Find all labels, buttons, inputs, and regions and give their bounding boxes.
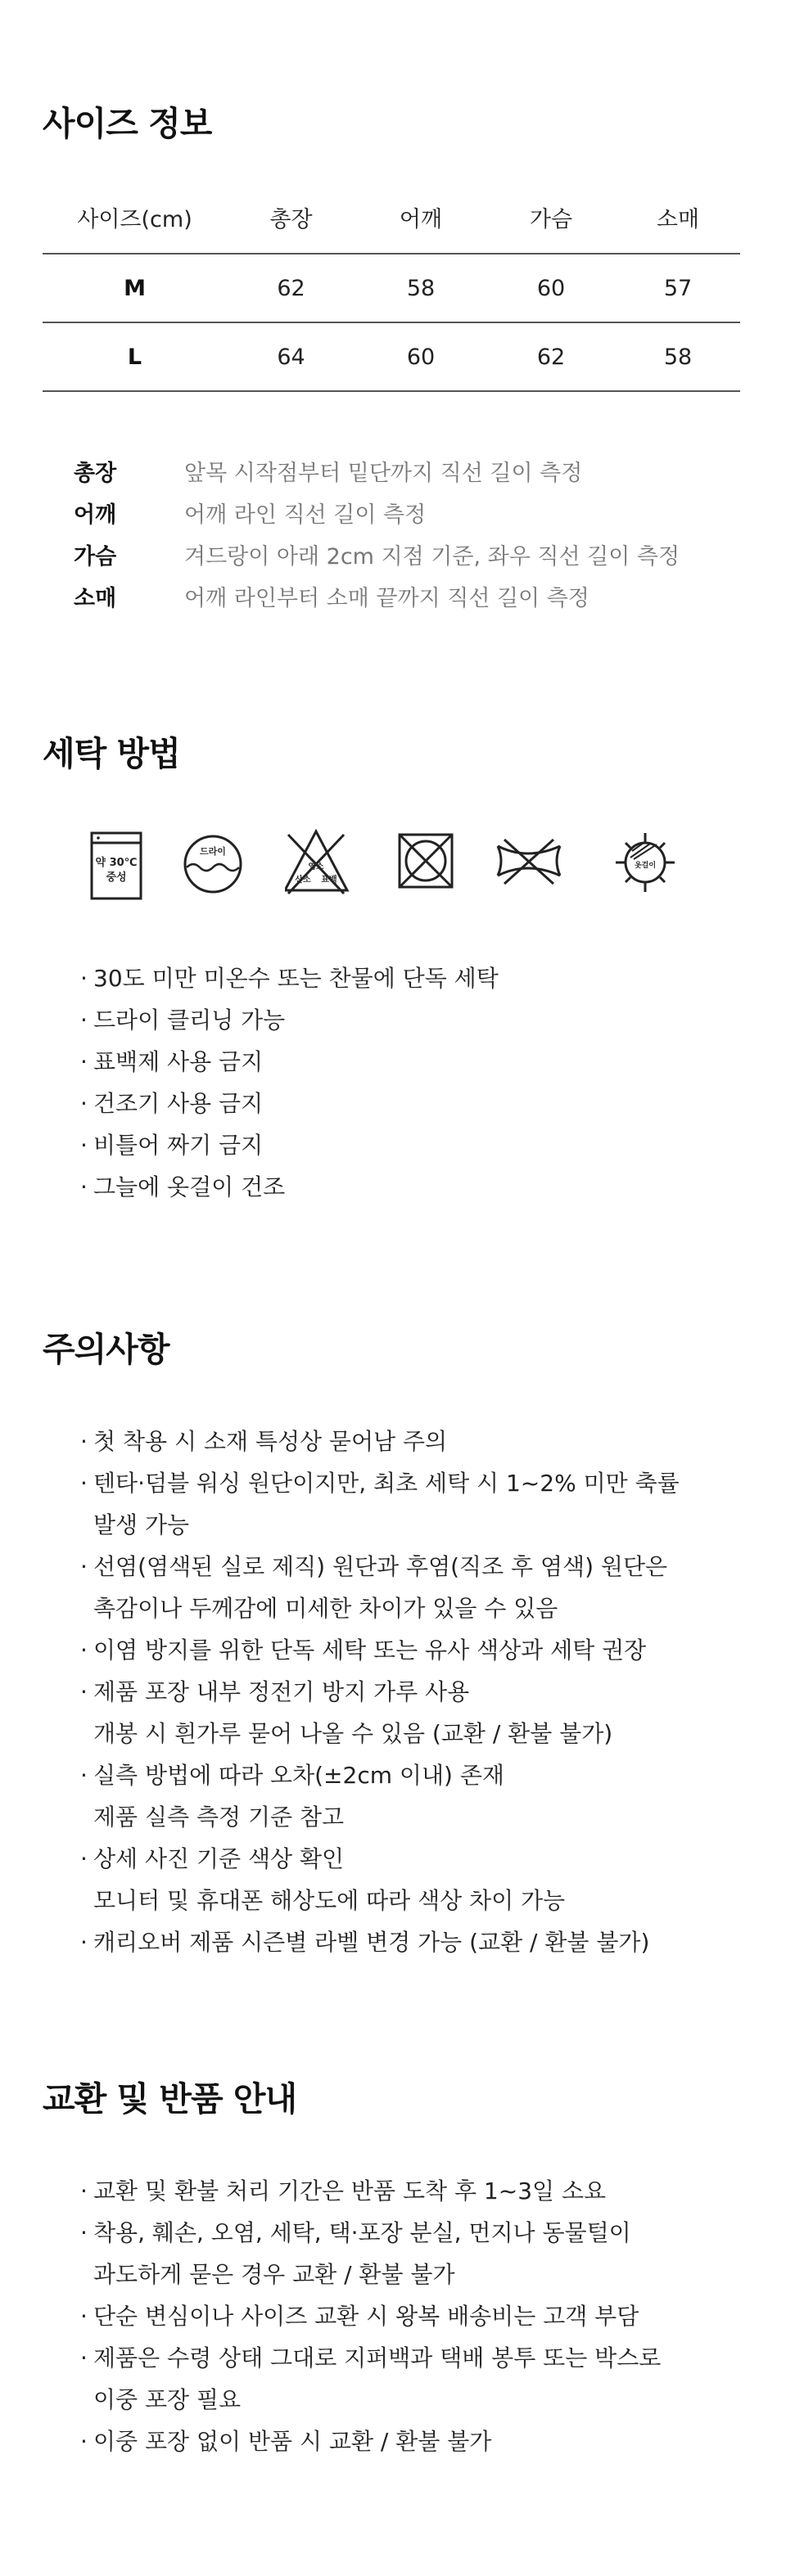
caution-title: 주의사항 [43,1330,169,1369]
list-item-line: 이중 포장 필요 [93,2386,242,2413]
list-item [80,1671,680,1754]
sleeve-cell: 57 [616,254,740,322]
list-item-line: 모니터 및 휴대폰 해상도에 따라 색상 차이 가능 [93,1887,566,1914]
note-row [74,492,680,534]
washing-title: 세탁 방법 [43,734,180,773]
list-item [80,2295,661,2337]
list-item: · 드라이 클리닝 가능 [80,999,499,1041]
list-item-line: 실측 방법에 따라 오차(±2cm 이내) 존재 [93,1762,504,1789]
note-row [74,575,680,617]
size-table [43,182,740,392]
list-item [80,2421,661,2462]
note-term: 총장 [74,461,117,486]
list-item: · 30도 미만 미온수 또는 찬물에 단독 세탁 [80,957,499,999]
hand-wash-label-2: 중성 [106,871,127,884]
bleach-label-1: 염소 [308,862,324,871]
bleach-label-3: 표백 [321,876,337,885]
list-item [80,1462,680,1546]
note-term: 가슴 [74,544,117,570]
note-desc: 어깨 라인 직선 길이 측정 [184,502,427,528]
exchange-list [80,2170,661,2462]
list-item: · 비틀어 짜기 금지 [80,1124,499,1166]
note-desc: 앞목 시작점부터 밑단까지 직선 길이 측정 [184,461,583,486]
header-size: 사이즈(cm) [43,182,227,254]
list-item-line: 텐타·덤블 워싱 원단이지만, 최초 세탁 시 1~2% 미만 축률 [93,1470,680,1497]
size-cell: L [43,322,227,391]
shade-dry-icon [614,828,696,910]
shoulder-cell: 60 [355,322,486,391]
note-term: 어깨 [74,502,117,528]
list-item [80,1754,680,1838]
shade-dry-label: 옷걸이 [634,862,657,870]
list-item-line: 개봉 시 흰가루 묻어 나올 수 있음 (교환 / 환불 불가) [93,1720,613,1747]
chest-cell: 60 [486,254,616,322]
list-item-line: 제품 포장 내부 정전기 방지 가루 사용 [93,1678,470,1705]
list-item-line: 첫 착용 시 소재 특성상 묻어남 주의 [93,1428,448,1455]
exchange-title: 교환 및 반품 안내 [43,2079,297,2119]
note-desc: 겨드랑이 아래 2cm 지점 기준, 좌우 직선 길이 측정 [184,544,680,570]
list-item [80,1921,680,1963]
size-cell: M [43,254,227,322]
list-item-line: 상세 사진 기준 색상 확인 [93,1845,345,1872]
note-row [74,450,680,492]
list-item-line: 캐리오버 제품 시즌별 라벨 변경 가능 (교환 / 환불 불가) [93,1929,650,1956]
dry-clean-icon [182,828,264,910]
chest-cell: 62 [486,322,616,391]
list-item: · 표백제 사용 금지 [80,1041,499,1083]
list-item: · 건조기 사용 금지 [80,1083,499,1124]
list-item [80,2212,661,2295]
list-item-line: 이염 방지를 위한 단독 세탁 또는 유사 색상과 세탁 권장 [93,1637,647,1664]
list-item-line: 선염(염색된 실로 제직) 원단과 후염(직조 후 염색) 원단은 [93,1553,668,1580]
bleach-label-2: 산소 [295,876,311,885]
caution-list [80,1421,680,1963]
washing-list [80,957,499,1208]
list-item [80,1546,680,1629]
header-shoulder: 어깨 [355,182,486,254]
length-cell: 62 [227,254,355,322]
list-item [80,1421,680,1462]
list-item-line: 이중 포장 없이 반품 시 교환 / 환불 불가 [93,2428,492,2455]
shoulder-cell: 58 [355,254,486,322]
length-cell: 64 [227,322,355,391]
note-desc: 어깨 라인부터 소매 끝까지 직선 길이 측정 [184,586,590,611]
note-row [74,534,680,575]
list-item-line: 발생 가능 [93,1511,190,1538]
list-item-line: 제품 실측 측정 기준 참고 [93,1804,345,1831]
hand-wash-icon [85,828,167,910]
hand-wash-label-1: 약 30℃ [95,857,138,869]
header-length: 총장 [227,182,355,254]
note-term: 소매 [74,586,117,611]
table-row [43,254,740,322]
list-item-line: 촉감이나 두께감에 미세한 차이가 있을 수 있음 [93,1595,558,1622]
header-sleeve: 소매 [616,182,740,254]
list-item [80,2337,661,2421]
list-item-line: 단순 변심이나 사이즈 교환 시 왕복 배송비는 고객 부담 [93,2303,639,2330]
measurement-notes [74,450,680,617]
table-row [43,322,740,391]
header-chest: 가슴 [486,182,616,254]
list-item [80,1629,680,1671]
size-table-header-row [43,182,740,254]
bleach-icon [285,828,367,910]
no-tumble-dry-icon [395,828,477,910]
list-item [80,1838,680,1921]
size-info-title: 사이즈 정보 [43,104,212,143]
list-item-line: 교환 및 환불 처리 기간은 반품 도착 후 1~3일 소요 [93,2177,607,2204]
sleeve-cell: 58 [616,322,740,391]
dry-clean-label: 드라이 [200,846,226,857]
no-wring-icon [495,828,576,910]
list-item-line: 제품은 수령 상태 그대로 지퍼백과 택배 봉투 또는 박스로 [93,2344,662,2371]
list-item-line: 착용, 훼손, 오염, 세탁, 택·포장 분실, 먼지나 동물털이 [93,2219,631,2246]
list-item: · 그늘에 옷걸이 건조 [80,1166,499,1208]
list-item [80,2170,661,2212]
list-item-line: 과도하게 묻은 경우 교환 / 환불 불가 [93,2261,455,2288]
